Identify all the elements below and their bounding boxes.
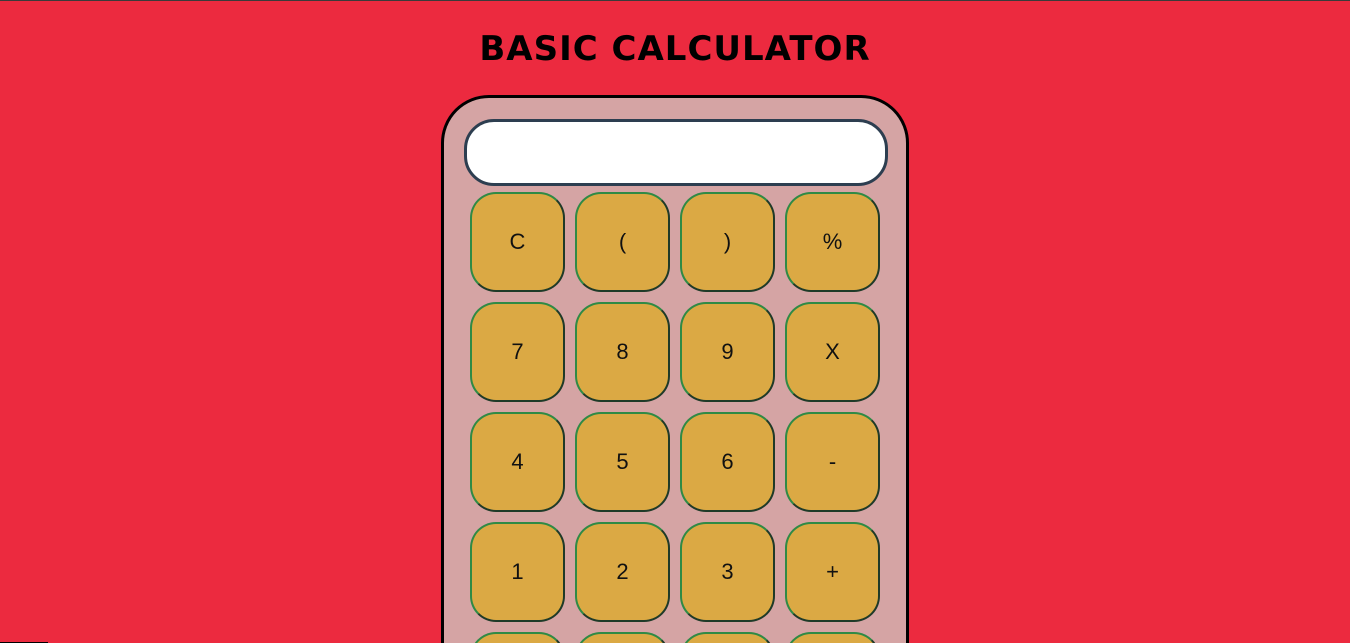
add-button[interactable]: + <box>785 522 880 622</box>
percent-button[interactable]: % <box>785 192 880 292</box>
page-title: BASIC CALCULATOR <box>479 29 871 69</box>
row5-key-1[interactable] <box>470 632 565 643</box>
subtract-button[interactable]: - <box>785 412 880 512</box>
digit-9-button[interactable]: 9 <box>680 302 775 402</box>
multiply-button[interactable]: X <box>785 302 880 402</box>
digit-5-button[interactable]: 5 <box>575 412 670 512</box>
open-paren-button[interactable]: ( <box>575 192 670 292</box>
digit-8-button[interactable]: 8 <box>575 302 670 402</box>
digit-3-button[interactable]: 3 <box>680 522 775 622</box>
digit-4-button[interactable]: 4 <box>470 412 565 512</box>
row5-key-4[interactable] <box>785 632 880 643</box>
digit-2-button[interactable]: 2 <box>575 522 670 622</box>
digit-1-button[interactable]: 1 <box>470 522 565 622</box>
calculator-body <box>441 95 909 643</box>
clear-button[interactable]: C <box>470 192 565 292</box>
row5-key-3[interactable] <box>680 632 775 643</box>
row5-key-2[interactable] <box>575 632 670 643</box>
calculator-display[interactable] <box>464 119 888 186</box>
close-paren-button[interactable]: ) <box>680 192 775 292</box>
digit-6-button[interactable]: 6 <box>680 412 775 512</box>
digit-7-button[interactable]: 7 <box>470 302 565 402</box>
